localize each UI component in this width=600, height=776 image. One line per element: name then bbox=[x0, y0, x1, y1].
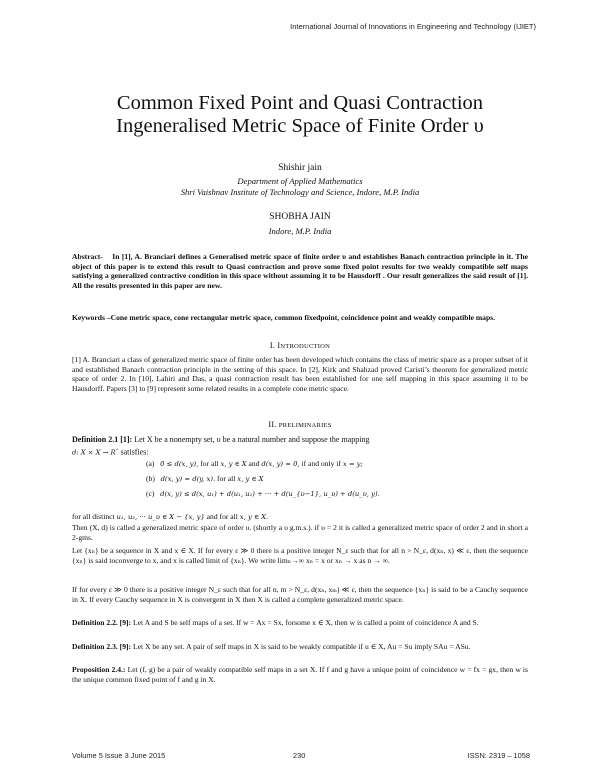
abstract-label: Abstract- bbox=[72, 252, 103, 261]
prelim-num: II. bbox=[268, 420, 277, 429]
footer-issn: ISSN: 2319 – 1058 bbox=[467, 751, 530, 760]
sequence-convergence-text: Let {xₙ} be a sequence in X and x ∈ X. If for every ε ≫ 0 there is a positive integer N_ε such that for all n > N_ε, d(xₙ, x) ≪ ε, then the sequence {xₙ} is said toconverge to x, and x is called limit of {xₙ}. We write limₙ→∞ xₙ = x or xₙ → x as n → ∞. bbox=[72, 546, 528, 565]
cond-b-math2: x, y ∈ X bbox=[237, 475, 264, 483]
def22-label: Definition 2.2. [9]: bbox=[72, 618, 132, 627]
keywords-label: Keywords bbox=[72, 313, 105, 322]
def21-label: Definition 2.1 [1]: bbox=[72, 435, 133, 444]
after-c-1m: u₁, u₂, ··· u_υ ∈ X − {x, y} bbox=[116, 513, 205, 521]
journal-header: International Journal of Innovations in Engineering and Technology (IJIET) bbox=[290, 22, 536, 31]
footer-volume: Volume 5 Issue 3 June 2015 bbox=[72, 751, 166, 760]
def23-label: Definition 2.3. [9]: bbox=[72, 642, 132, 651]
distinct-points-clause bbox=[72, 512, 528, 523]
cond-a-math3: d(x, y) = 0, bbox=[261, 460, 300, 468]
intro-first: I bbox=[277, 341, 281, 350]
author-1-dept: Department of Applied Mathematics bbox=[237, 176, 363, 186]
keywords-text: –Cone metric space, cone rectangular metric space, common fixedpoint, coincidence point and weakly compatible maps. bbox=[106, 313, 496, 322]
def22-text: Let A and S be self maps of a set. If w = Ax = Sx, forsome x ∈ X, then w is called a point of coincidence A and S. bbox=[132, 618, 479, 627]
definition-2-2 bbox=[72, 618, 528, 628]
cond-a-math4: x = y; bbox=[342, 460, 363, 468]
keywords bbox=[72, 313, 528, 323]
author-2-place: Indore, M.P. India bbox=[268, 226, 332, 236]
prop24-label: Proposition 2.4.: bbox=[72, 665, 126, 674]
condition-a bbox=[146, 458, 363, 470]
author-2-name: SHOBHA JAIN bbox=[269, 212, 331, 222]
proposition-2-4 bbox=[72, 665, 528, 684]
footer-page-number: 230 bbox=[293, 751, 306, 760]
gms-definition-text: Then (X, d) is called a generalized metric space of order υ. (shortly a υ g.m.s.). if υ = 2 it is called a generalized metric space of order 2 and in short a 2-gms. bbox=[72, 523, 528, 542]
title-line-1: Common Fixed Point and Quasi Contraction bbox=[116, 92, 484, 114]
cond-a-text2: and bbox=[248, 459, 260, 468]
intro-rest: NTRODUCTION bbox=[280, 343, 331, 350]
author-1-institution: Shri Vaishnav Institute of Technology and Science, Indore, M.P. India bbox=[180, 187, 420, 197]
intro-num: I. bbox=[269, 341, 276, 350]
after-c-1b: and for all bbox=[206, 512, 238, 521]
cond-c-math: d(x, y) ≤ d(x, u₁) + d(u₁, u₂) + ··· + d(u_{υ−1}, u_υ) + d(u_υ, y). bbox=[160, 490, 380, 498]
abstract-text: In [1], A. Branciari defines a Generalised metric space of finite order υ and establishes Banach contraction principle in it. The object of this paper is to extend this result to Quasi contraction and prove some fixed point results for two weakly compatible self maps satisfying a generalized contractive condition in this space without assuming it to be Hausdorff . Our result generalizes the said result of [1]. All the results presented in this paper are new. bbox=[72, 252, 529, 290]
prop24-text: Let (f, g) be a pair of weakly compatible self maps in a set X. If f and g have a unique point of coincidence w = fx = gx, then w is the unique common fixed point of f and g in X. bbox=[72, 665, 529, 684]
def21-map-tail: satisfies: bbox=[120, 447, 149, 457]
condition-b bbox=[146, 473, 263, 485]
paper-title bbox=[0, 92, 600, 138]
def21-map: d: X × X → R bbox=[72, 448, 116, 457]
cond-a-math: 0 ≤ d(x, y), bbox=[160, 460, 199, 468]
title-line-2: Ingeneralised Metric Space of Finite Order υ bbox=[116, 115, 484, 137]
section-heading-introduction bbox=[0, 341, 600, 350]
after-c-1m2: x, y ∈ X. bbox=[239, 513, 269, 521]
author-1-name: Shishir jain bbox=[278, 163, 322, 173]
cauchy-sequence-text: If for every ε ≫ 0 there is a positive integer N_ε such that for all n, m > N_ε, d(xₙ, xₘ) ≪ ε, then the sequence {xₙ} is said to be a Cauchy sequence in X. If every Cauchy sequence in X is convergent in X then X is called a complete generalized metric space. bbox=[72, 585, 528, 604]
introduction-text: [1] A. Branciari a class of generalized metric space of finite order has been developed which contains the class of metric space as a proper subset of it and established Banach contraction principle in the setting of this space. In [2], Kirk and Shahzad proved Caristi’s theorem for generalized metric space of order 2. In [10], Lahiri and Das, a quasi contraction result has been established for one self mapping in this space assuming it to be Hausdorff. Papers [3] to [9] represent some related results in a complete cone metric space. bbox=[72, 355, 528, 393]
def23-text: Let X be any set. A pair of self maps in X is said to be weakly compatible if u ∈ X, Au = Su imply SAu = ASu. bbox=[132, 642, 471, 651]
cond-c-label: (c) bbox=[146, 489, 155, 498]
section-heading-preliminaries bbox=[0, 420, 600, 429]
prelim-title: PRELIMINARIES bbox=[278, 422, 332, 429]
definition-2-1: Definition 2.1 [1]: Let X be a nonempty set, υ be a natural number and suppose the mapping d: X × X → R+ satisfies: bbox=[72, 435, 370, 457]
abstract bbox=[72, 252, 528, 290]
condition-c bbox=[146, 488, 380, 500]
cond-a-label: (a) bbox=[146, 459, 155, 468]
cond-a-text3: if and only if bbox=[301, 459, 341, 468]
after-c-1: for all distinct bbox=[72, 512, 115, 521]
cond-b-label: (b) bbox=[146, 474, 155, 483]
definition-2-3 bbox=[72, 642, 528, 652]
def21-text: Let X be a nonempty set, υ be a natural number and suppose the mapping bbox=[134, 435, 370, 444]
cond-a-math2: x, y ∈ X bbox=[220, 460, 247, 468]
cond-a-text: for all bbox=[200, 459, 219, 468]
cond-b-text: for all bbox=[217, 474, 236, 483]
cond-b-math: d(x, y) = d(y, x). bbox=[160, 475, 216, 483]
